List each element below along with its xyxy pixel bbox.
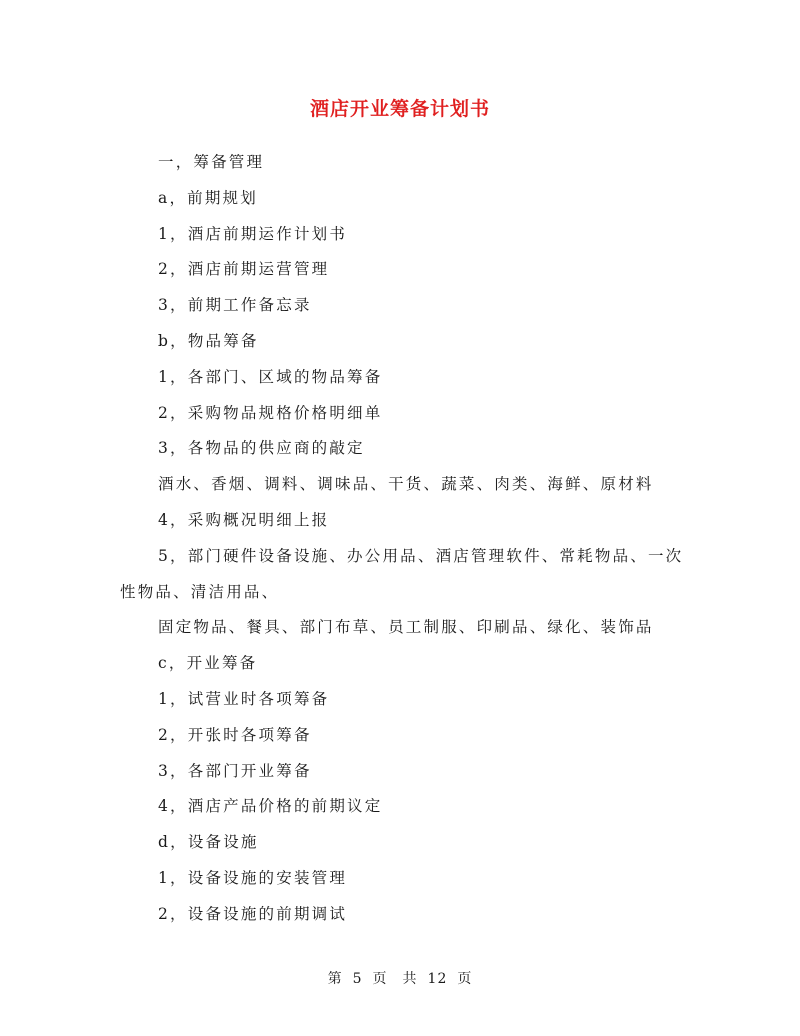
list-item: 2，酒店前期运营管理 (158, 260, 330, 279)
subsection-heading: d，设备设施 (158, 833, 259, 852)
footer-mid: 页 共 (372, 971, 418, 987)
list-item: 2，采购物品规格价格明细单 (158, 403, 383, 422)
page-footer (0, 968, 800, 988)
list-item: 2，设备设施的前期调试 (158, 904, 348, 923)
document-title: 酒店开业筹备计划书 (309, 98, 490, 120)
list-item: 4，采购概况明细上报 (158, 510, 330, 529)
list-item-wrapped: 5，部门硬件设备设施、办公用品、酒店管理软件、常耗物品、一次性物品、清洁用品、 (120, 546, 684, 601)
subsection-heading: c，开业筹备 (158, 654, 258, 673)
footer-prefix: 第 (327, 971, 343, 987)
page-number: 5 (352, 971, 363, 987)
list-item: 4，酒店产品价格的前期议定 (158, 797, 383, 816)
list-item: 3，各物品的供应商的敲定 (158, 439, 365, 458)
total-pages: 12 (427, 971, 448, 987)
list-item: 3，各部门开业筹备 (158, 761, 312, 780)
document-body (120, 145, 685, 933)
subsection-heading: b，物品筹备 (158, 331, 259, 350)
subsection-heading: a，前期规划 (158, 188, 258, 207)
list-item: 1，酒店前期运作计划书 (158, 224, 348, 243)
list-item: 2，开张时各项筹备 (158, 725, 312, 744)
footer-suffix: 页 (457, 971, 473, 987)
list-item: 3，前期工作备忘录 (158, 296, 312, 315)
list-item: 1，设备设施的安装管理 (158, 868, 348, 887)
list-item: 固定物品、餐具、部门布草、员工制服、印刷品、绿化、装饰品 (158, 618, 654, 637)
section-heading: 一，筹备管理 (158, 153, 265, 171)
list-item: 1，各部门、区域的物品筹备 (158, 367, 383, 386)
list-item: 酒水、香烟、调料、调味品、干货、蔬菜、肉类、海鲜、原材料 (158, 475, 654, 494)
list-item: 1，试营业时各项筹备 (158, 689, 330, 708)
